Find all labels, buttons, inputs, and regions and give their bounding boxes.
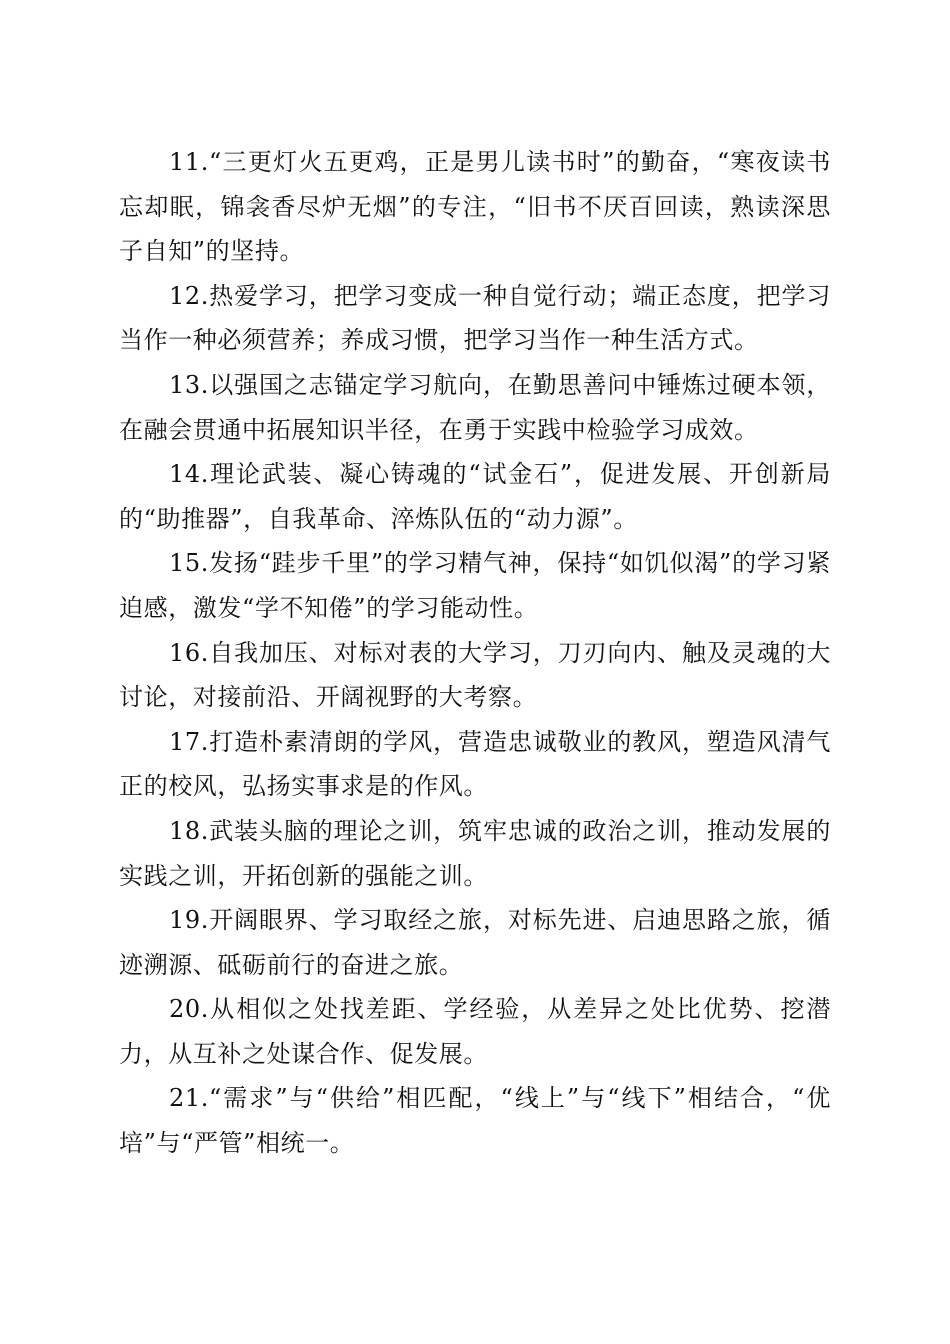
paragraph-11: 11.“三更灯火五更鸡，正是男儿读书时”的勤奋，“寒夜读书忘却眠，锦衾香尽炉无烟”的专注，“旧书不厌百回读，熟读深思子自知”的坚持。 — [119, 148, 831, 266]
paragraph-19: 19.开阔眼界、学习取经之旅，对标先进、启迪思路之旅，循迹溯源、砥砺前行的奋进之旅。 — [119, 906, 831, 979]
paragraph-12: 12.热爱学习，把学习变成一种自觉行动；端正态度，把学习当作一种必须营养；养成习惯，把学习当作一种生活方式。 — [119, 281, 831, 355]
paragraph-17: 17.打造朴素清朗的学风，营造忠诚敬业的教风，塑造风清气正的校风，弘扬实事求是的作风。 — [119, 727, 831, 801]
document-body — [119, 140, 831, 1166]
paragraph-20: 20.从相似之处找差距、学经验，从差异之处比优势、挖潜力，从互补之处谋合作、促发展。 — [119, 995, 831, 1068]
paragraph-16: 16.自我加压、对标对表的大学习，刀刃向内、触及灵魂的大讨论，对接前沿、开阔视野的大考察。 — [119, 638, 831, 712]
paragraph-18: 18.武装头脑的理论之训，筑牢忠诚的政治之训，推动发展的实践之训，开拓创新的强能之训。 — [119, 816, 831, 890]
paragraph-14: 14.理论武装、凝心铸魂的“试金石”，促进发展、开创新局的“助推器”，自我革命、淬炼队伍的“动力源”。 — [119, 460, 831, 533]
paragraph-13: 13.以强国之志锚定学习航向，在勤思善问中锤炼过硬本领，在融会贯通中拓展知识半径，在勇于实践中检验学习成效。 — [119, 370, 831, 444]
paragraph-15: 15.发扬“跬步千里”的学习精气神，保持“如饥似渴”的学习紧迫感，激发“学不知倦”的学习能动性。 — [119, 549, 831, 622]
paragraph-21: 21.“需求”与“供给”相匹配，“线上”与“线下”相结合，“优培”与“严管”相统一。 — [119, 1084, 831, 1158]
